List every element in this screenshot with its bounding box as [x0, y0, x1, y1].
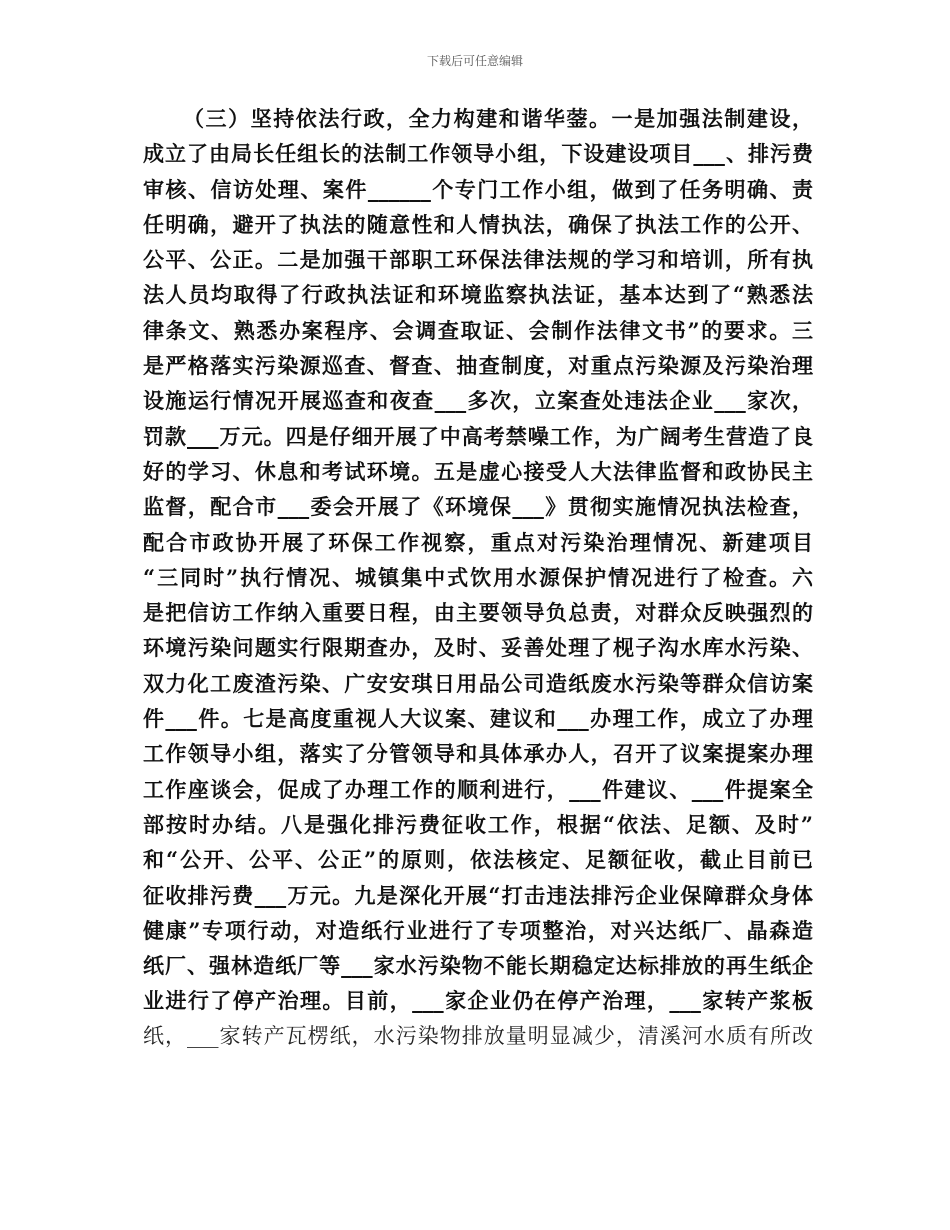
text-line: 监督，配合市___委会开展了《环境保___》贯彻实施情况执法检查， — [143, 494, 813, 520]
text-line: 双力化工废渣污染、广安安琪日用品公司造纸废水污染等群众信访案 — [143, 670, 813, 696]
text-line: 纸，___家转产瓦楞纸，水污染物排放量明显减少，清溪河水质有所改 — [143, 1023, 813, 1048]
text-line: 环境污染问题实行限期查办，及时、妥善处理了枧子沟水库水污染、 — [143, 635, 813, 661]
text-line: 公平、公正。二是加强干部职工环保法律法规的学习和培训，所有执 — [143, 247, 813, 273]
text-line: 纸厂、强林造纸厂等___家水污染物不能长期稳定达标排放的再生纸企 — [143, 953, 813, 979]
text-line: 部按时办结。八是强化排污费征收工作，根据“依法、足额、及时” — [143, 811, 813, 837]
text-line: 任明确，避开了执法的随意性和人情执法，确保了执法工作的公开、 — [143, 211, 813, 237]
text-line: 工作座谈会，促成了办理工作的顺利进行，___件建议、___件提案全 — [143, 776, 813, 802]
text-line: 和“公开、公平、公正”的原则，依法核定、足额征收，截止目前已 — [143, 847, 813, 873]
text-line: 是把信访工作纳入重要日程，由主要领导负总责，对群众反映强烈的 — [143, 600, 813, 626]
text-line: 罚款___万元。四是仔细开展了中高考禁噪工作，为广阔考生营造了良 — [143, 423, 813, 449]
text-line: 件___件。七是高度重视人大议案、建议和___办理工作，成立了办理 — [143, 706, 813, 732]
text-line: 审核、信访处理、案件______个专门工作小组，做到了任务明确、责 — [143, 176, 813, 202]
text-line: 好的学习、休息和考试环境。五是虚心接受人大法律监督和政协民主 — [143, 458, 813, 484]
text-line: 法人员均取得了行政执法证和环境监察执法证，基本达到了“熟悉法 — [143, 282, 813, 308]
text-line: “三同时”执行情况、城镇集中式饮用水源保护情况进行了检查。六 — [143, 564, 813, 590]
text-line: 设施运行情况开展巡查和夜查___多次，立案查处违法企业___家次， — [143, 388, 813, 414]
text-line: 健康”专项行动，对造纸行业进行了专项整治，对兴达纸厂、晶森造 — [143, 917, 813, 943]
text-line: 成立了由局长任组长的法制工作领导小组，下设建设项目___、排污费 — [143, 141, 813, 167]
text-line: 律条文、熟悉办案程序、会调查取证、会制作法律文书”的要求。三 — [143, 317, 813, 343]
document-body — [143, 101, 813, 1054]
text-line: 是严格落实污染源巡查、督查、抽查制度，对重点污染源及污染治理 — [143, 353, 813, 379]
text-line: 工作领导小组，落实了分管领导和具体承办人，召开了议案提案办理 — [143, 741, 813, 767]
text-line: 业进行了停产治理。目前，___家企业仍在停产治理，___家转产浆板 — [143, 988, 813, 1014]
text-line: （三）坚持依法行政，全力构建和谐华蓥。一是加强法制建设， — [183, 106, 813, 131]
text-line: 征收排污费___万元。九是深化开展“打击违法排污企业保障群众身体 — [143, 882, 813, 908]
text-line: 配合市政协开展了环保工作视察，重点对污染治理情况、新建项目 — [143, 529, 813, 555]
page-header-note: 下载后可任意编辑 — [426, 54, 523, 68]
